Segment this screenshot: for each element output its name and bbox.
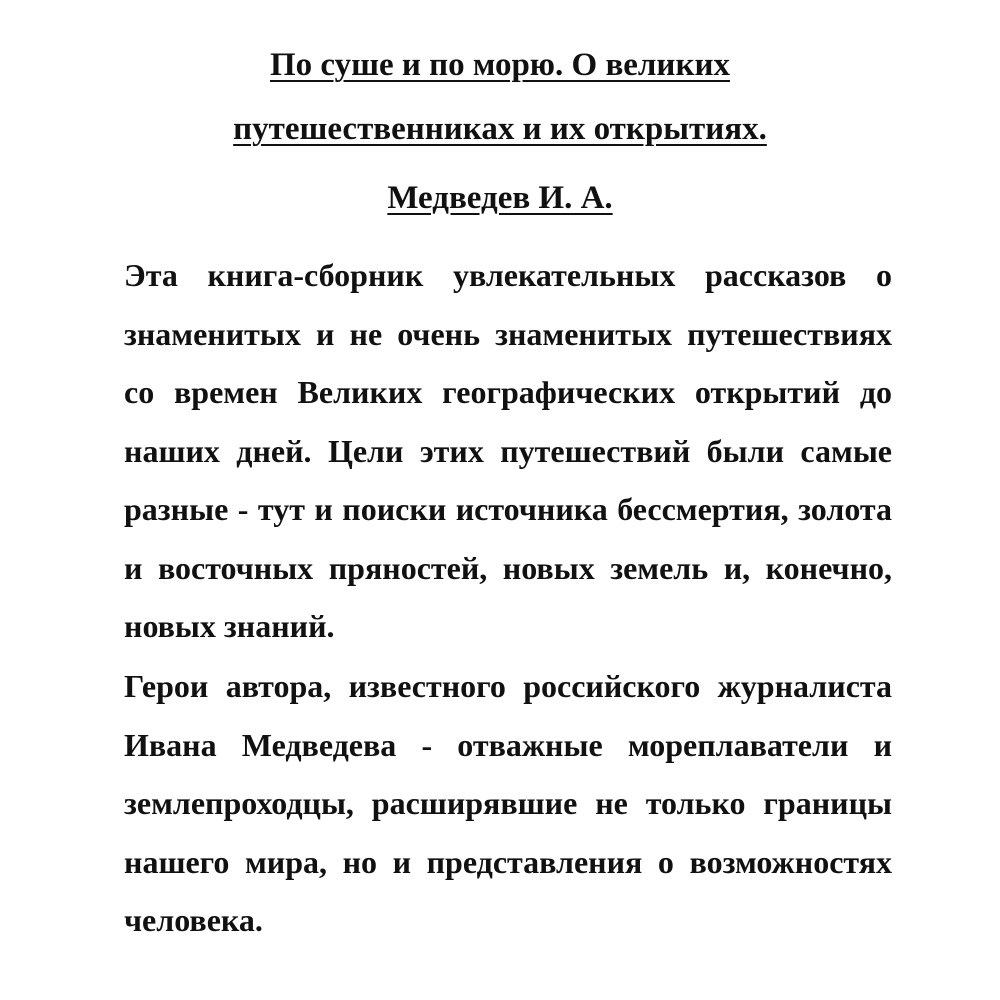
book-title-line-2: путешественниках и их открытиях. — [233, 111, 767, 147]
description-paragraph-1: Эта книга-сборник увлекательных рассказов о знаменитых и не очень знаменитых путешествиях со времен Великих географических открытий до наших дней. Цели этих путешествий были самые разные - тут и поиски источника бессмертия, золота и восточных пряностей, новых земель и, конечно, новых знаний. — [124, 257, 892, 644]
book-author: Медведев И. А. — [387, 180, 613, 216]
description-paragraph-2: Герои автора, известного российского журналиста Ивана Медведева - отважные мореплаватели и землепроходцы, расширявшие не только границы нашего мира, но и представления о возможностях человека. — [124, 668, 892, 938]
book-title-line-1: По суше и по морю. О великих — [270, 47, 730, 83]
